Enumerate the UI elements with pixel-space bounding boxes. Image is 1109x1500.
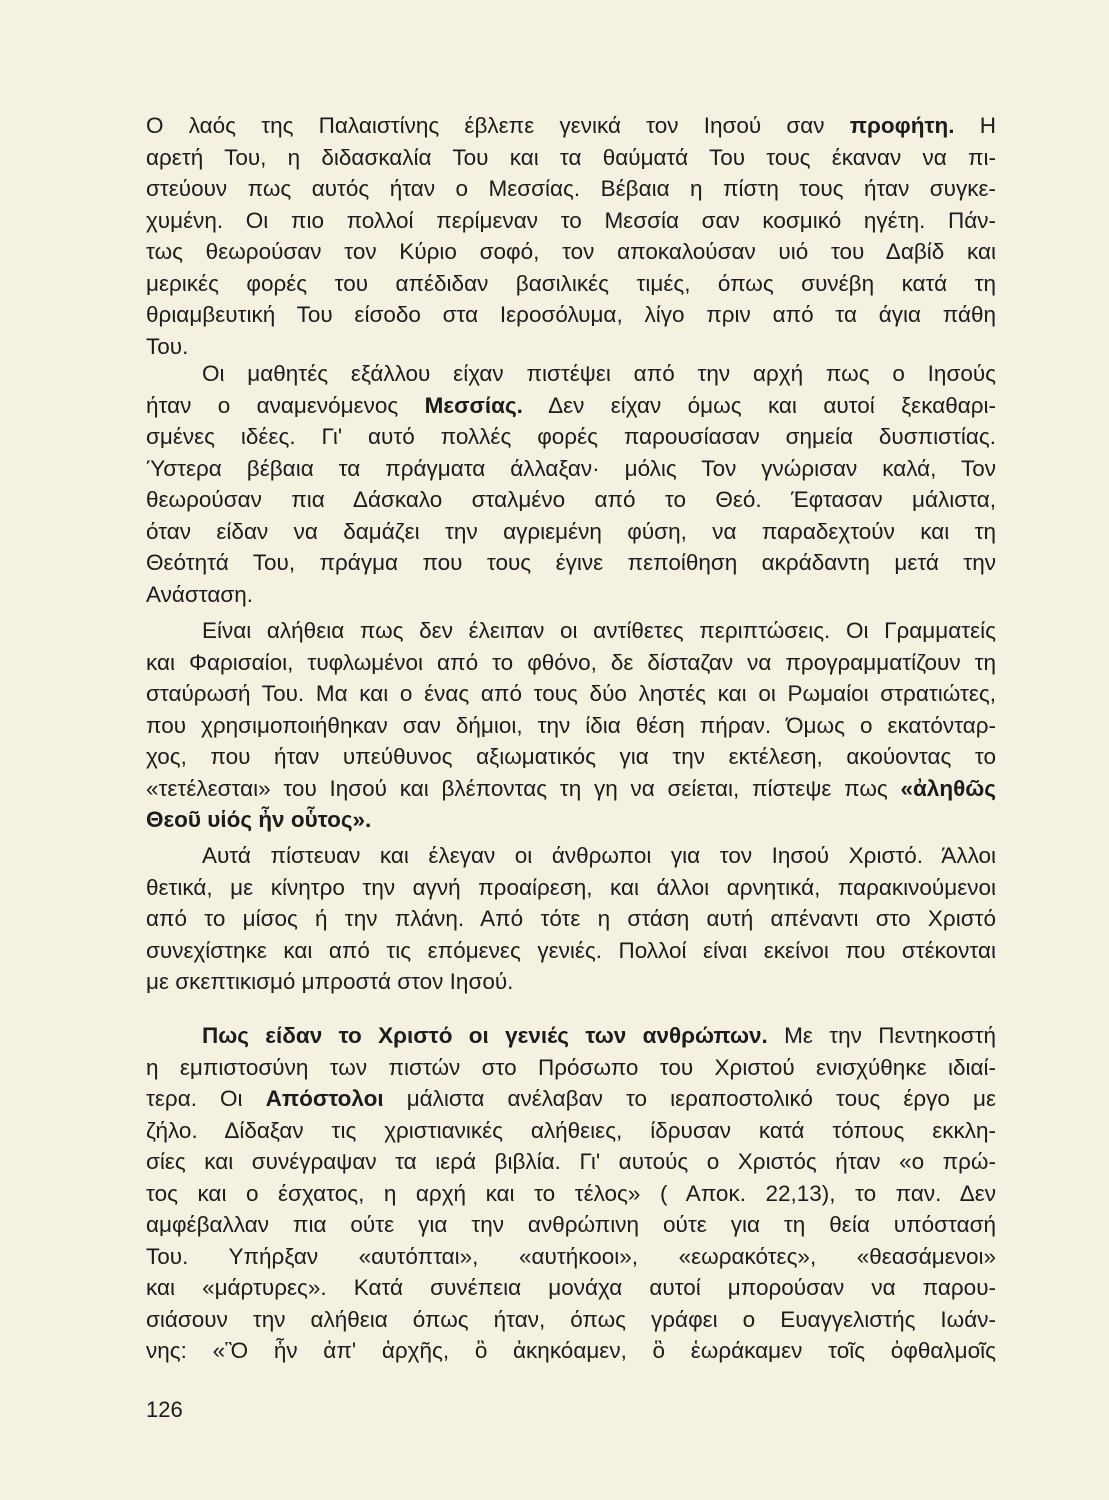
text-segment: μερικές φορές του απέδιδαν βασιλικές τιμές, όπως συνέβη κατά τη (146, 270, 996, 296)
text-segment: τος και ο έσχατος, η αρχή και το τέλος» ( Αποκ. 22,13), το παν. Δεν (146, 1180, 996, 1206)
text-segment: Θεότητά Του, πράγμα που τους έγινε πεποίθηση ακράδαντη μετά την (146, 550, 996, 575)
text-segment: Οι μαθητές εξάλλου είχαν πιστέψει από την αρχή πως ο Ιησούς (202, 361, 996, 386)
text-segment: η εμπιστοσύνη των πιστών στο Πρόσωπο του Χριστού ενισχύθηκε ιδιαί- (146, 1054, 996, 1080)
text-segment: και «μάρτυρες». Κατά συνέπεια μονάχα αυτοί μπορούσαν να παρου- (146, 1275, 996, 1300)
text-segment: Με την Πεντηκοστή (767, 1023, 996, 1048)
text-segment: «τετέλεσται» του Ιησού και βλέποντας τη γη να σείεται, πίστεψε πως (146, 775, 901, 801)
text-line (146, 516, 996, 548)
text-line (146, 390, 996, 422)
text-segment: Η (954, 113, 996, 138)
text-segment: τερα. Οι (146, 1086, 266, 1111)
text-segment: σίες και συνέγραψαν τα ιερά βιβλία. Γι' αυτούς ο Χριστός ήταν «ο πρώ- (146, 1149, 996, 1174)
text-line (146, 1052, 996, 1084)
text-line (146, 1335, 996, 1367)
text-segment: χος, που ήταν υπεύθυνος αξιωματικός για την εκτέλεση, ακούοντας το (146, 744, 996, 769)
text-segment: θριαμβευτική Του είσοδο στα Ιεροσόλυμα, λίγο πριν από τα άγια πάθη (146, 302, 996, 327)
text-segment: ήταν ο αναμενόμενος (146, 392, 425, 418)
bold-text: «ἀληθῶς (900, 775, 996, 801)
text-segment: από το μίσος ή την πλάνη. Από τότε η στάση αυτή απέναντι στο Χριστό (146, 906, 996, 931)
text-segment: Του. (146, 333, 189, 359)
text-segment: μάλιστα ανέλαβαν το ιεραποστολικό τους έργο με (383, 1086, 996, 1111)
text-segment: θετικά, με κίνητρο την αγνή προαίρεση, και άλλοι αρνητικά, παρακινούμενοι (146, 874, 996, 900)
text-segment: Ύστερα βέβαια τα πράγματα άλλαξαν· μόλις Τον γνώρισαν καλά, Τον (146, 455, 996, 481)
bold-text: Πως είδαν το Χριστό οι γενιές των ανθρώπων. (202, 1023, 768, 1048)
text-segment: και Φαρισαίοι, τυφλωμένοι από το φθόνο, δε δίσταζαν να προγραμματίζουν τη (146, 649, 996, 675)
text-segment: Δεν είχαν όμως και αυτοί ξεκαθαρι- (522, 392, 997, 418)
text-line (146, 840, 996, 872)
text-line (146, 1146, 996, 1178)
text-line (146, 358, 996, 390)
text-line (146, 678, 996, 710)
text-segment: τως θεωρούσαν τον Κύριο σοφό, τον αποκαλούσαν υιό του Δαβίδ και (146, 239, 996, 264)
text-line (146, 421, 996, 453)
text-line (146, 903, 996, 935)
text-segment: θεωρούσαν πια Δάσκαλο σταλμένο από το Θεό. Έφτασαν μάλιστα, (146, 487, 996, 512)
page-number: 126 (146, 1397, 183, 1422)
text-line (146, 1083, 996, 1115)
text-line (146, 484, 996, 516)
text-line (146, 268, 996, 300)
bold-text: προφήτη. (849, 113, 955, 138)
text-segment: σιάσουν την αλήθεια όπως ήταν, όπως γράφει ο Ευαγγελιστής Ιωάν- (146, 1306, 996, 1332)
text-segment: με σκεπτικισμό μπροστά στον Ιησού. (146, 969, 514, 994)
text-line (146, 1115, 996, 1147)
text-segment: Είναι αλήθεια πως δεν έλειπαν οι αντίθετες περιπτώσεις. Οι Γραμματείς (202, 618, 996, 643)
paragraph-2 (146, 358, 996, 610)
text-line (146, 615, 996, 647)
text-line (146, 579, 996, 611)
text-line (146, 804, 996, 836)
bold-text: Θεοῦ υἱός ἦν οὗτος». (146, 807, 372, 832)
text-line (146, 1020, 996, 1052)
text-segment: χυμένη. Οι πιο πολλοί περίμεναν το Μεσσία σαν κοσμικό ηγέτη. Πάν- (146, 207, 996, 233)
text-line (146, 1241, 996, 1273)
text-segment: στεύουν πως αυτός ήταν ο Μεσσίας. Βέβαια η πίστη τους ήταν συγκε- (146, 176, 996, 201)
paragraph-4 (146, 840, 996, 998)
text-line (146, 547, 996, 579)
paragraph-3 (146, 615, 996, 836)
text-line (146, 966, 996, 998)
text-line (146, 299, 996, 331)
text-line (146, 872, 996, 904)
bold-text: Μεσσίας. (424, 392, 523, 418)
text-line (146, 110, 996, 142)
text-line (146, 773, 996, 805)
text-segment: συνεχίστηκε και από τις επόμενες γενιές. Πολλοί είναι εκείνοι που στέκονται (146, 937, 996, 963)
text-segment: που χρησιμοποιήθηκαν σαν δήμιοι, την ίδια θέση πήραν. Όμως ο εκατόνταρ- (146, 712, 996, 738)
text-line (146, 741, 996, 773)
text-segment: σταύρωσή Του. Μα και ο ένας από τους δύο ληστές και οι Ρωμαίοι στρατιώτες, (146, 681, 996, 706)
text-line (146, 1272, 996, 1304)
text-segment: όταν είδαν να δαμάζει την αγριεμένη φύση, να παραδεχτούν και τη (146, 518, 996, 544)
text-segment: σμένες ιδέες. Γι' αυτό πολλές φορές παρουσίασαν σημεία δυσπιστίας. (146, 424, 996, 449)
text-segment: Ανάσταση. (146, 581, 253, 607)
text-segment: νης: «Ὃ ἦν ἀπ' ἀρχῆς, ὃ ἀκηκόαμεν, ὃ ἑωράκαμεν τοῖς ὀφθαλμοῖς (146, 1338, 996, 1363)
text-line (146, 173, 996, 205)
text-line (146, 453, 996, 485)
text-segment: αμφέβαλλαν πια ούτε για την ανθρώπινη ούτε για τη θεία υπόστασή (146, 1212, 996, 1237)
text-line (146, 710, 996, 742)
text-segment: ζήλο. Δίδαξαν τις χριστιανικές αλήθειες, ίδρυσαν κατά τόπους εκκλη- (146, 1117, 996, 1143)
text-line (146, 142, 996, 174)
text-line (146, 935, 996, 967)
text-line (146, 647, 996, 679)
text-segment: αρετή Του, η διδασκαλία Του και τα θαύματά Του τους έκαναν να πι- (146, 144, 996, 170)
text-segment: Του. Υπήρξαν «αυτόπται», «αυτήκοοι», «εωρακότες», «θεασάμενοι» (146, 1243, 996, 1269)
text-line (146, 1178, 996, 1210)
text-segment: Ο λαός της Παλαιστίνης έβλεπε γενικά τον Ιησού σαν (146, 113, 850, 138)
paragraph-5 (146, 1020, 996, 1367)
paragraph-1 (146, 110, 996, 362)
text-line (146, 236, 996, 268)
text-line (146, 1209, 996, 1241)
text-line (146, 1304, 996, 1336)
text-segment: Αυτά πίστευαν και έλεγαν οι άνθρωποι για τον Ιησού Χριστό. Άλλοι (202, 843, 996, 868)
bold-text: Απόστολοι (265, 1086, 384, 1111)
text-line (146, 205, 996, 237)
